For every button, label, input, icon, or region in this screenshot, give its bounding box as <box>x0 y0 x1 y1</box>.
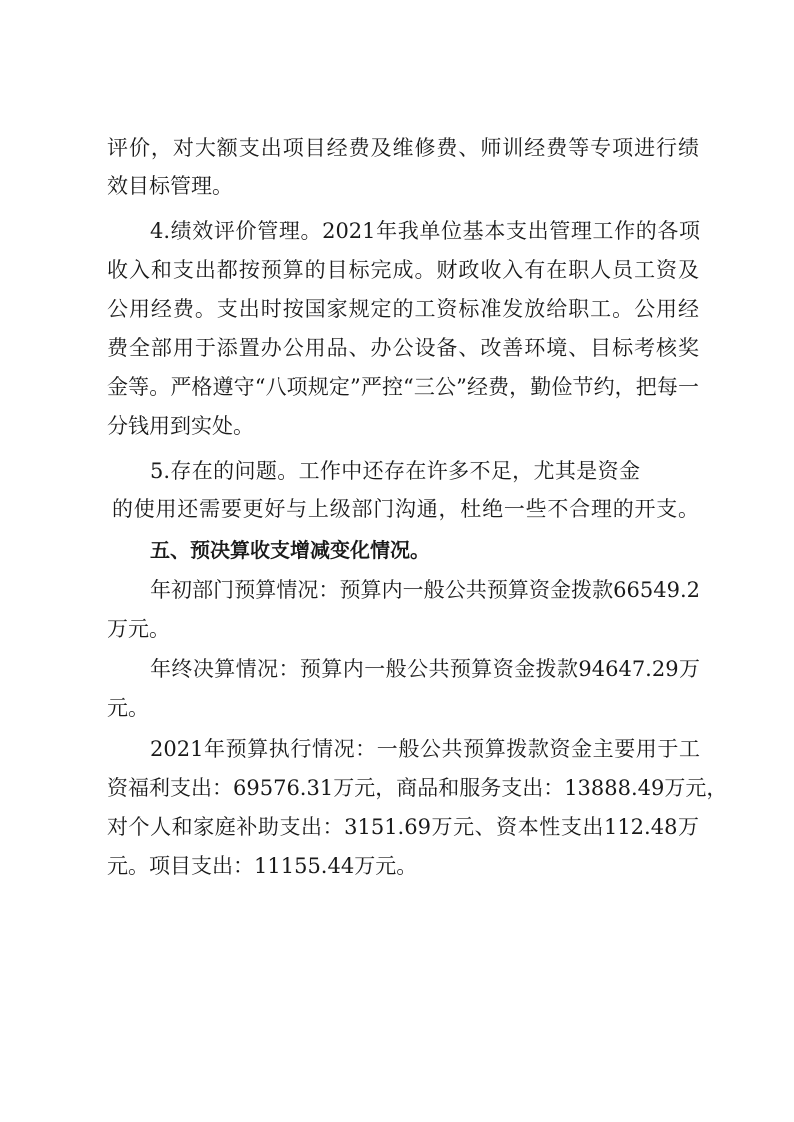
section-heading-text: 五、预决算收支增减变化情况。 <box>150 538 430 562</box>
paragraph-line <box>0 807 794 847</box>
paragraph-line <box>0 289 794 329</box>
paragraph-line <box>0 367 794 407</box>
paragraph-line <box>0 570 794 610</box>
paragraph-line <box>0 688 794 728</box>
line-text: 5.存在的问题。工作中还存在许多不足，尤其是资金 <box>150 459 640 483</box>
line-text: 效目标管理。 <box>107 174 233 198</box>
line-text: 收入和支出都按预算的目标完成。财政收入有在职人员工资及 <box>107 258 699 282</box>
line-text: 金等。严格遵守“八项规定”严控“三公”经费，勤俭节约，把每一 <box>107 375 699 399</box>
paragraph-line <box>0 846 794 886</box>
paragraph-line <box>0 609 794 649</box>
line-text: 万元。 <box>107 617 170 641</box>
line-text: 4.绩效评价管理。2021年我单位基本支出管理工作的各项 <box>150 219 700 243</box>
line-text: 元。 <box>107 696 149 720</box>
line-text: 的使用还需要更好与上级部门沟通，杜绝一些不合理的开支。 <box>112 497 699 521</box>
line-text: 公用经费。支出时按国家规定的工资标准发放给职工。公用经 <box>107 297 699 321</box>
line-text: 分钱用到实处。 <box>107 414 254 438</box>
line-text: 对个人和家庭补助支出：3151.69万元、资本性支出112.48万 <box>107 815 699 839</box>
paragraph-line <box>0 250 794 290</box>
paragraph-line <box>0 768 794 808</box>
line-text: 年初部门预算情况：预算内一般公共预算资金拨款66549.2 <box>150 578 700 602</box>
line-text: 元。项目支出：11155.44万元。 <box>107 854 418 878</box>
paragraph-line <box>0 328 794 368</box>
paragraph-line <box>0 406 794 446</box>
line-text: 费全部用于添置办公用品、办公设备、改善环境、目标考核奖 <box>107 336 699 360</box>
section-heading <box>0 530 794 570</box>
paragraph-line <box>0 166 794 206</box>
line-text: 2021年预算执行情况：一般公共预算拨款资金主要用于工 <box>150 737 700 761</box>
paragraph-line <box>0 128 794 168</box>
paragraph-line <box>0 451 794 491</box>
paragraph-line <box>0 211 794 251</box>
line-text: 资福利支出：69576.31万元，商品和服务支出：13888.49万元， <box>107 776 728 800</box>
paragraph-line <box>0 729 794 769</box>
paragraph-line <box>0 649 794 689</box>
paragraph-line <box>0 489 794 529</box>
line-text: 评价，对大额支出项目经费及维修费、师训经费等专项进行绩 <box>107 136 699 160</box>
line-text: 年终决算情况：预算内一般公共预算资金拨款94647.29万 <box>150 657 700 681</box>
